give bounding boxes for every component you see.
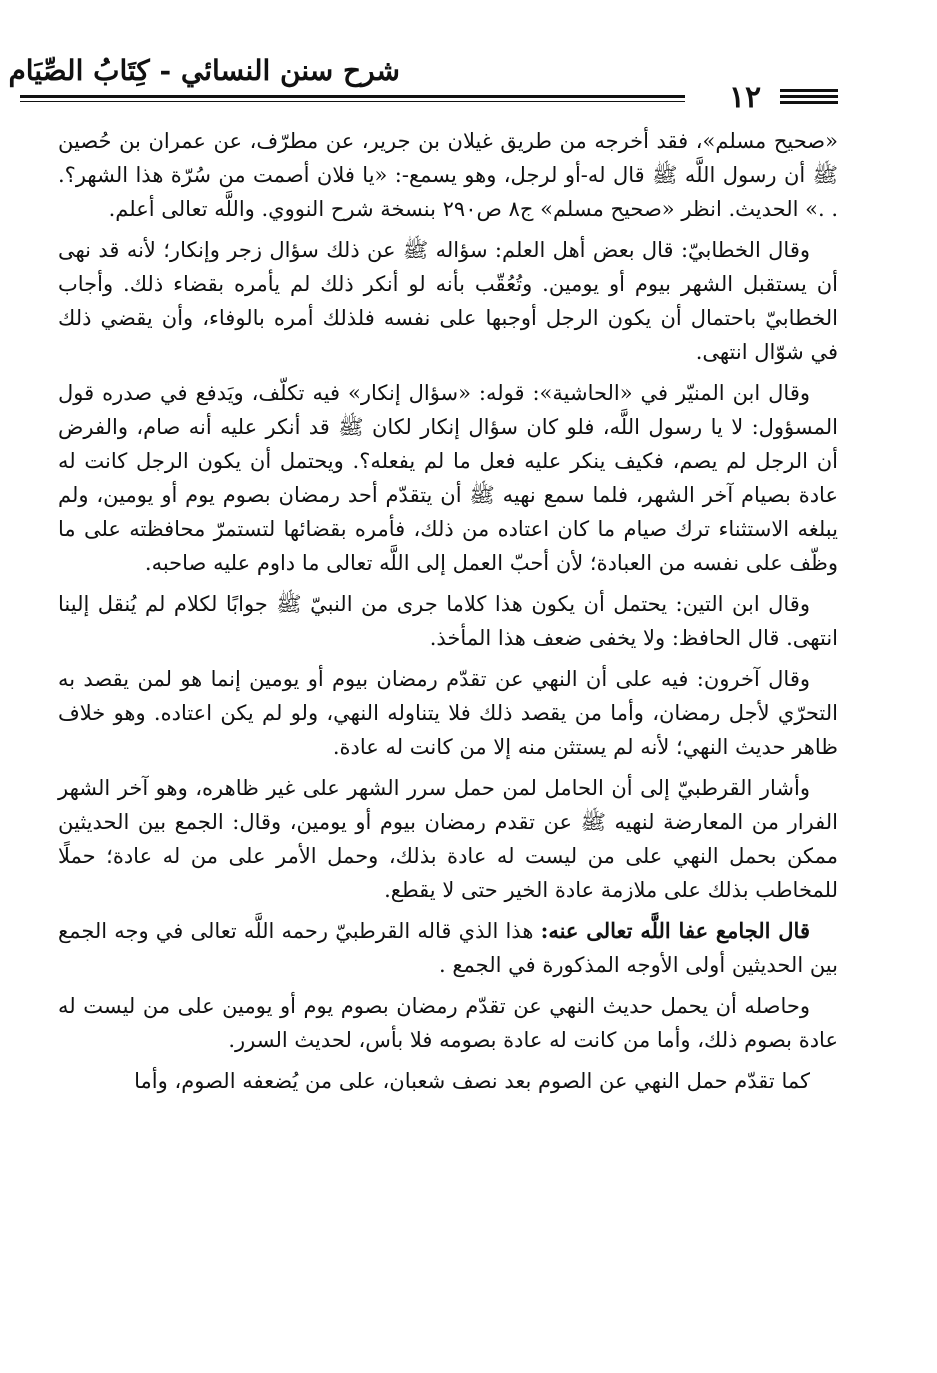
paragraph-5: وقال آخرون: فيه على أن النهي عن تقدّم رمضان بيوم أو يومين إنما هو لمن يقصد به التحرّي لأجل رمضان، وأما من يقصد ذلك فلا يتناوله النهي، ولو لم يكن اعتاده. وهو خلاف ظاهر حديث النهي؛ لأنه لم يستثن منه إلا من كانت له عادة. xyxy=(58,667,838,759)
header-rule-thick xyxy=(20,95,685,98)
paragraph-4: وقال ابن التين: يحتمل أن يكون هذا كلاما جرى من النبيّ ﷺ جوابًا لكلام لم يُنقل إلينا انتهى. قال الحافظ: ولا يخفى ضعف هذا المأخذ. xyxy=(58,592,838,650)
paragraph-8: وحاصله أن يحمل حديث النهي عن تقدّم رمضان بصوم يوم أو يومين على من ليست له عادة بصوم ذلك، وأما من كانت له عادة بصومه فلا بأس، لحديث السرر. xyxy=(58,994,838,1052)
paragraph-3: وقال ابن المنيّر في «الحاشية»: قوله: «سؤال إنكار» فيه تكلّف، ويَدفع في صدره قول المسؤول: لا يا رسول اللَّه، فلو كان سؤال إنكار لكان ﷺ قد أنكر عليه أنه صام، والفرض أن الرجل لم يصم، فكيف ينكر عليه فعل ما لم يفعله؟. ويحتمل أن يكون الرجل كانت له عادة بصيام آخر الشهر، فلما سمع نهيه ﷺ أن يتقدّم أحد رمضان بصوم يوم أو يومين، ولم يبلغه الاستثناء ترك صيام ما كان اعتاده من ذلك، فأمره بقضائها لتستمرّ محافظته على ما وظّف على نفسه من العبادة؛ لأن أحبّ العمل إلى اللَّه تعالى ما داوم عليه صاحبه. xyxy=(58,381,838,575)
header-ornament-line xyxy=(780,89,838,92)
page-header xyxy=(0,0,937,120)
paragraph-9: كما تقدّم حمل النهي عن الصوم بعد نصف شعبان، على من يُضعفه الصوم، وأما xyxy=(134,1069,810,1093)
page-number: ١٢ xyxy=(728,80,762,115)
body-text xyxy=(58,124,838,1105)
paragraph-2: وقال الخطابيّ: قال بعض أهل العلم: سؤاله ﷺ عن ذلك سؤال زجر وإنكار؛ لأنه قد نهى أن يستقبل الشهر بيوم أو يومين. وتُعُقّب بأنه لو أنكر ذلك لم يأمره بقضاء ذلك. وأجاب الخطابيّ باحتمال أن يكون الرجل أوجبها على نفسه فلذلك أمره بالوفاء، وأن يقضي ذلك في شوّال انتهى. xyxy=(58,238,838,364)
paragraph-7-text: هذا الذي قاله القرطبيّ رحمه اللَّه تعالى في وجه الجمع بين الحديثين أولى الأوجه المذكورة في الجمع . xyxy=(58,919,838,977)
paragraph-7-lead: قال الجامع عفا اللَّه تعالى عنه: xyxy=(540,918,810,943)
running-title: شرح سنن النسائي - كِتَابُ الصِّيَام xyxy=(8,54,400,87)
header-ornament-line xyxy=(780,101,838,104)
header-rule-thin xyxy=(20,101,685,102)
paragraph-7 xyxy=(58,914,838,982)
header-ornament-line xyxy=(780,95,838,98)
paragraph-6: وأشار القرطبيّ إلى أن الحامل لمن حمل سرر الشهر على غير ظاهره، وهو آخر الشهر الفرار من المعارضة لنهيه ﷺ عن تقدم رمضان بيوم أو يومين، وقال: الجمع بين الحديثين ممكن بحمل النهي على من ليست له عادة بذلك، وحمل الأمر على من له عادة؛ حملًا للمخاطب بذلك على ملازمة عادة الخير حتى لا يقطع. xyxy=(58,776,838,902)
paragraph-1: «صحيح مسلم»، فقد أخرجه من طريق غيلان بن جرير، عن مطرّف، عن عمران بن حُصين ﷺ أن رسول اللَّه ﷺ قال له-أو لرجل، وهو يسمع-: «يا فلان أصمت من سُرّة هذا الشهر؟. . .» الحديث. انظر «صحيح مسلم» ج٨ ص٢٩٠ بنسخة شرح النووي. واللَّه تعالى أعلم. xyxy=(58,129,838,221)
